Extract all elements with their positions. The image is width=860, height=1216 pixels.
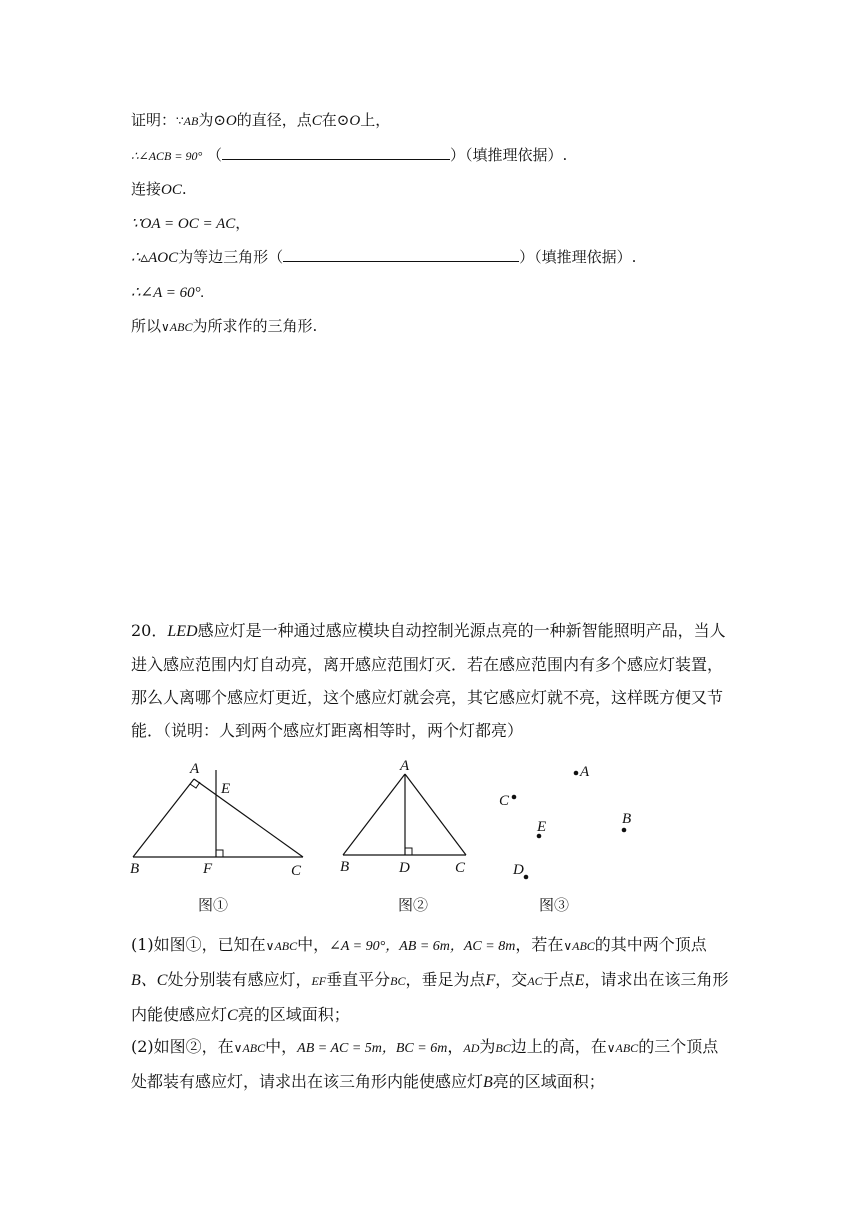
text: 的其中两个顶点 (594, 935, 707, 954)
segment-ac: AC (527, 974, 543, 988)
proof-line-7 (131, 316, 317, 337)
reason-note: ）（填推理依据）. (519, 248, 637, 266)
point-c: C (227, 1007, 238, 1024)
proof-line-6 (131, 282, 204, 303)
point-c: C (311, 113, 322, 129)
segment-bc: BC (390, 974, 406, 988)
text: ， (447, 1037, 464, 1056)
given-conditions: ∠A = 90°，AB = 6m，AC = 8m (329, 939, 516, 954)
fig2-label-b: B (340, 859, 350, 875)
figure-1 (130, 761, 303, 879)
fig2-right-angle-d (405, 848, 412, 855)
proof-line-2 (131, 145, 567, 166)
text: ， (235, 214, 251, 232)
triangle-abc: ∨ABC (563, 939, 595, 953)
text: 的直径，点 (236, 111, 312, 129)
fig1-label-e: E (221, 781, 231, 797)
text: 亮的区域面积； (492, 1072, 605, 1091)
segment-bc: BC (495, 1041, 511, 1055)
proof-line-3 (131, 179, 187, 200)
question-20-part-1 (131, 928, 731, 1032)
fig1-label-c: C (291, 863, 302, 879)
segment-oc: OC (161, 182, 182, 198)
triangle-abc: ∨ABC (265, 939, 298, 953)
triangle-aoc: ∴▵AOC (131, 250, 179, 266)
text: . (181, 180, 187, 198)
fill-blank-1[interactable] (222, 145, 450, 160)
figures-area (0, 755, 860, 935)
fig2-caption: 图② (398, 896, 429, 914)
given-conditions: AB = AC = 5m，BC = 6m (297, 1041, 448, 1056)
text: 的三个顶点处都装有感应灯，请求出在该三角形内能使感应灯 (131, 1037, 719, 1091)
text: 中， (265, 1037, 298, 1056)
text: 为 (479, 1037, 496, 1056)
circle-o: O (349, 113, 361, 129)
figure-3 (499, 764, 631, 879)
segment-ad: AD (463, 1041, 480, 1055)
point-b: B (483, 1074, 493, 1091)
fig2-side-ac (405, 774, 466, 855)
reason-note: ）（填推理依据）. (450, 146, 568, 164)
angle-acb-statement: ∴∠ACB = 90° (131, 149, 203, 163)
fig3-point-b (622, 828, 627, 833)
angle-a-statement: ∴∠A = 60°. (131, 285, 205, 301)
fig2-side-ab (343, 774, 405, 855)
fig1-right-angle-f (216, 850, 223, 857)
segment-ef: EF (311, 974, 327, 988)
fig3-label-d: D (513, 862, 524, 878)
text: ，交 (495, 970, 528, 989)
points-b-c: B、C (131, 972, 168, 989)
fig3-caption: 图③ (539, 896, 570, 914)
point-e: E (574, 972, 585, 989)
text: 处分别装有感应灯， (167, 970, 312, 989)
fig1-label-a: A (190, 761, 200, 777)
text: 连接 (131, 180, 162, 198)
fill-blank-2[interactable] (283, 247, 519, 262)
text: ，垂足为点 (405, 970, 486, 989)
proof-line-5 (131, 247, 636, 268)
question-text: 感应灯是一种通过感应模块自动控制光源点亮的一种新智能照明产品，当人进入感应范围内灯自动亮，离开感应范围灯灭．若在感应范围内有多个感应灯装置，那么人离哪个感应灯更近，这个感应灯就会亮，其它感应灯就不亮，这样既方便又节能．（说明：人到两个感应灯距离相等时，两个灯都亮） (131, 621, 726, 740)
text: (2)如图②，在 (131, 1037, 234, 1056)
figure-2 (340, 758, 466, 876)
fig2-label-a: A (400, 758, 410, 774)
triangle-abc: ∨ABC (606, 1041, 639, 1055)
open-paren: （ (207, 146, 223, 164)
question-number: 20． (131, 621, 168, 640)
fig3-label-b: B (622, 811, 632, 827)
text: (1)如图①，已知在 (131, 935, 266, 954)
fig1-side-ac (194, 779, 303, 857)
text: ，若在 (515, 935, 564, 954)
led-term: LED (167, 623, 198, 640)
segment-ab: AB (183, 114, 199, 128)
text: 于点 (542, 970, 575, 989)
fig3-point-d (524, 875, 529, 880)
text: 上， (360, 111, 391, 129)
circle-o: O (225, 113, 237, 129)
text: 为所求作的三角形. (192, 317, 318, 335)
equal-sides-statement: ∵OA = OC = AC (131, 216, 236, 232)
text: 垂直平分 (326, 970, 391, 989)
proof-line-1 (131, 110, 390, 131)
question-20-intro (131, 614, 731, 747)
fig1-label-f: F (203, 861, 213, 877)
because-symbol: ∵ (176, 114, 184, 128)
fig1-side-ab (133, 779, 194, 857)
fig3-point-a (574, 771, 579, 776)
text: 亮的区域面积； (237, 1005, 350, 1024)
triangle-abc: ∨ABC (161, 320, 193, 334)
text: 边上的高，在 (510, 1037, 607, 1056)
fig2-label-c: C (455, 860, 466, 876)
question-20-part-2 (131, 1030, 731, 1099)
fig2-label-d: D (399, 860, 410, 876)
text: 为⊙ (198, 111, 226, 129)
point-f: F (485, 972, 496, 989)
text: 所以 (131, 317, 162, 335)
fig3-point-c (512, 795, 517, 800)
fig1-caption: 图① (198, 896, 229, 914)
proof-line-4 (131, 213, 250, 234)
triangle-abc: ∨ABC (233, 1041, 266, 1055)
text: 为等边三角形（ (178, 248, 284, 266)
fig3-label-c: C (499, 793, 510, 809)
fig1-label-b: B (130, 861, 140, 877)
text: 在⊙ (321, 111, 350, 129)
text: ，请求出在该三角形内能使感应灯 (131, 970, 729, 1024)
fig3-label-a: A (580, 764, 590, 780)
text: 中， (297, 935, 330, 954)
fig3-label-e: E (537, 819, 547, 835)
proof-prefix: 证明： (131, 111, 177, 129)
